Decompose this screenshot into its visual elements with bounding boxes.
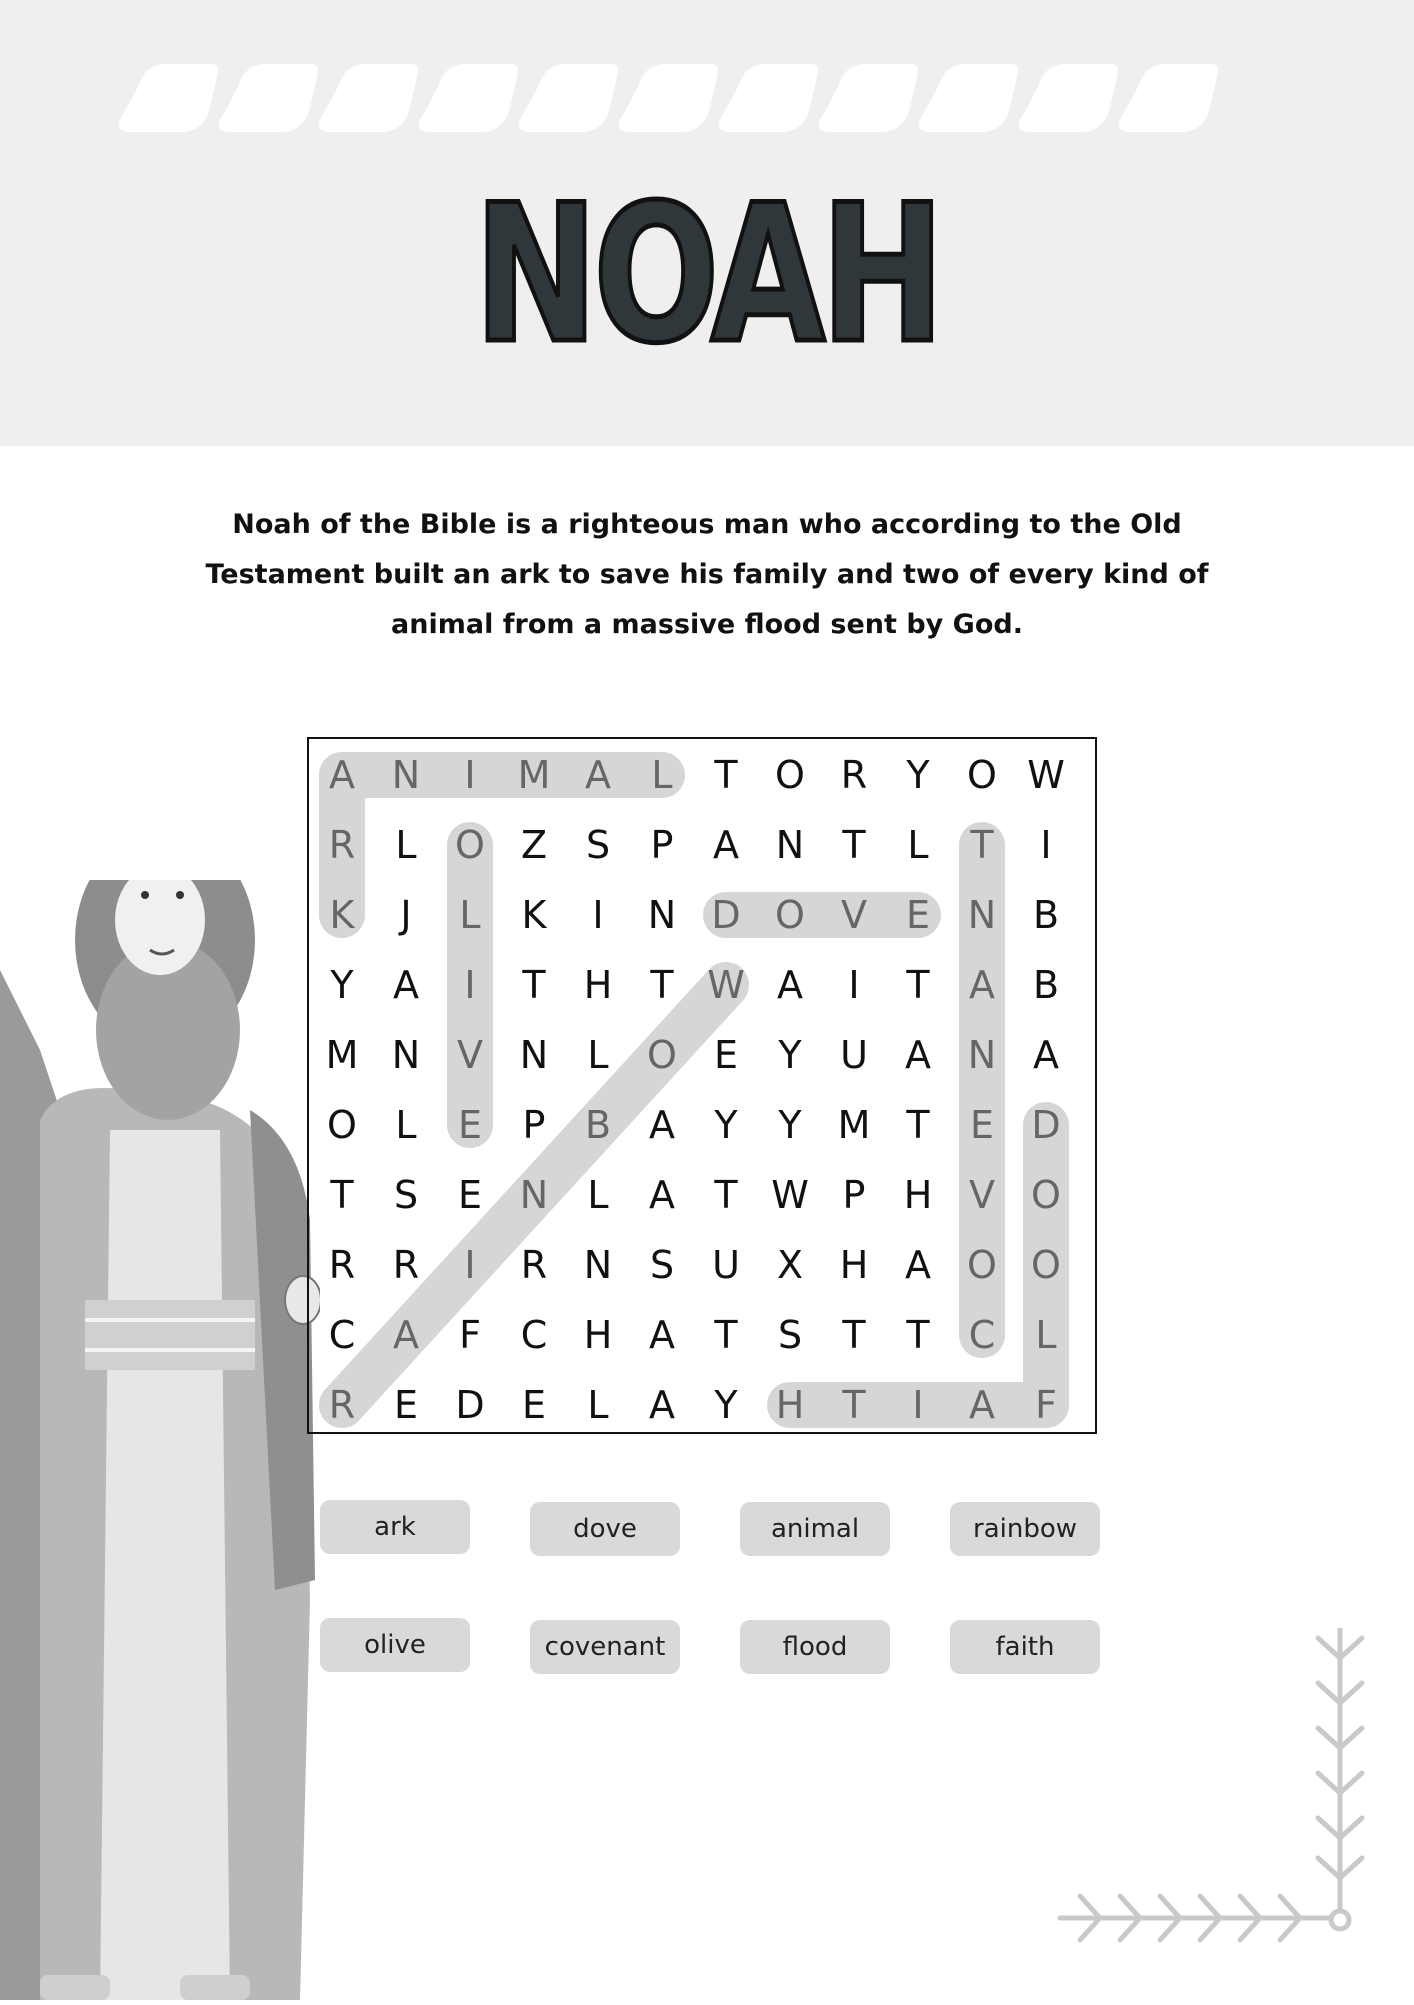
grid-letter: K bbox=[521, 893, 547, 937]
grid-letter: N bbox=[391, 1033, 421, 1077]
grid-letter: L bbox=[395, 1103, 417, 1147]
grid-letter: T bbox=[906, 963, 930, 1007]
grid-letter: E bbox=[969, 1103, 994, 1147]
grid-letter: A bbox=[649, 1383, 675, 1427]
grid-letter: R bbox=[328, 1383, 356, 1427]
grid-letter: E bbox=[393, 1383, 418, 1427]
grid-letter: H bbox=[839, 1243, 869, 1287]
grid-letter: E bbox=[457, 1173, 482, 1217]
grid-letter: N bbox=[775, 823, 805, 867]
grid-letter: L bbox=[459, 893, 481, 937]
grid-letter: N bbox=[519, 1173, 549, 1217]
grid-letter: O bbox=[327, 1103, 357, 1147]
grid-letter: W bbox=[1027, 753, 1065, 797]
grid-letter: I bbox=[848, 963, 860, 1007]
grid-letter: D bbox=[711, 893, 741, 937]
olive-branch-icon bbox=[1040, 1628, 1385, 1950]
intro-line-1: Noah of the Bible is a righteous man who according to the Old bbox=[232, 509, 1182, 540]
grid-letter: I bbox=[464, 963, 476, 1007]
word-chip-ark: ark bbox=[320, 1500, 470, 1554]
grid-letter: A bbox=[969, 963, 995, 1007]
grid-letter: A bbox=[329, 753, 355, 797]
grid-letter: T bbox=[842, 823, 866, 867]
grid-letter: B bbox=[1032, 963, 1060, 1007]
grid-letter: V bbox=[841, 893, 867, 937]
intro-line-2: Testament built an ark to save his family and two of every kind of bbox=[205, 559, 1209, 590]
word-bank bbox=[320, 1500, 1100, 1680]
grid-letter: E bbox=[457, 1103, 482, 1147]
grid-letter: T bbox=[906, 1103, 930, 1147]
grid-letter: O bbox=[775, 753, 805, 797]
grid-letter: A bbox=[649, 1103, 675, 1147]
grid-letter: B bbox=[1032, 893, 1060, 937]
grid-letter: O bbox=[967, 1243, 997, 1287]
grid-letter: A bbox=[905, 1033, 931, 1077]
grid-letter: A bbox=[585, 753, 611, 797]
grid-letter: C bbox=[328, 1313, 356, 1357]
word-chip-dove: dove bbox=[530, 1502, 680, 1556]
grid-letter: L bbox=[395, 823, 417, 867]
grid-letter: M bbox=[837, 1103, 871, 1147]
grid-letter: Y bbox=[714, 1103, 738, 1147]
header-band bbox=[0, 0, 1414, 446]
grid-letter: T bbox=[714, 1313, 738, 1357]
grid-letter: K bbox=[329, 893, 355, 937]
grid-letter: I bbox=[464, 753, 476, 797]
word-chip-olive: olive bbox=[320, 1618, 470, 1672]
grid-letter: E bbox=[713, 1033, 738, 1077]
grid-letter: E bbox=[521, 1383, 546, 1427]
grid-letter: T bbox=[906, 1313, 930, 1357]
grid-letter: T bbox=[842, 1383, 866, 1427]
grid-letter: R bbox=[328, 823, 356, 867]
grid-letter: R bbox=[392, 1243, 420, 1287]
grid-letter: T bbox=[522, 963, 546, 1007]
grid-letter: V bbox=[457, 1033, 483, 1077]
page-title: NOAH bbox=[473, 164, 941, 385]
grid-letter: O bbox=[647, 1033, 677, 1077]
grid-letter: U bbox=[840, 1033, 868, 1077]
word-chip-covenant: covenant bbox=[530, 1620, 680, 1674]
grid-letter: L bbox=[587, 1173, 609, 1217]
grid-letter: F bbox=[1035, 1383, 1057, 1427]
grid-letter: P bbox=[650, 823, 674, 867]
grid-letter: L bbox=[587, 1383, 609, 1427]
grid-letter: I bbox=[1040, 823, 1052, 867]
grid-letter: T bbox=[714, 753, 738, 797]
grid-letter: B bbox=[584, 1103, 612, 1147]
grid-letter: A bbox=[777, 963, 803, 1007]
grid-letter: N bbox=[967, 1033, 997, 1077]
grid-letter: L bbox=[1035, 1313, 1057, 1357]
grid-letter: E bbox=[905, 893, 930, 937]
grid-letter: N bbox=[583, 1243, 613, 1287]
grid-letter: T bbox=[842, 1313, 866, 1357]
grid-letter: A bbox=[905, 1243, 931, 1287]
grid-letter: N bbox=[391, 753, 421, 797]
grid-letter: Y bbox=[778, 1033, 802, 1077]
grid-letter: N bbox=[647, 893, 677, 937]
grid-letter: M bbox=[325, 1033, 359, 1077]
grid-letter: U bbox=[712, 1243, 740, 1287]
grid-letter: L bbox=[651, 753, 673, 797]
word-search-grid bbox=[307, 737, 1097, 1434]
grid-letter: A bbox=[649, 1313, 675, 1357]
grid-letter: A bbox=[1033, 1033, 1059, 1077]
grid-letter: S bbox=[585, 823, 611, 867]
grid-letter: H bbox=[583, 963, 613, 1007]
grid-letter: R bbox=[840, 753, 868, 797]
grid-letter: L bbox=[587, 1033, 609, 1077]
grid-letter: A bbox=[969, 1383, 995, 1427]
grid-letter: P bbox=[522, 1103, 546, 1147]
grid-letter: V bbox=[969, 1173, 995, 1217]
grid-letter: X bbox=[776, 1243, 804, 1287]
grid-letter: Z bbox=[520, 823, 548, 867]
grid-letter: L bbox=[907, 823, 929, 867]
grid-letter: O bbox=[1031, 1173, 1061, 1217]
grid-letter: A bbox=[713, 823, 739, 867]
grid-letter: Y bbox=[330, 963, 354, 1007]
grid-letter: D bbox=[1031, 1103, 1061, 1147]
intro-line-3: animal from a massive flood sent by God. bbox=[391, 609, 1023, 640]
grid-letter: O bbox=[775, 893, 805, 937]
grid-letter: A bbox=[393, 1313, 419, 1357]
grid-letter: I bbox=[464, 1243, 476, 1287]
grid-letter: O bbox=[1031, 1243, 1061, 1287]
grid-letter: T bbox=[714, 1173, 738, 1217]
grid-letter: C bbox=[520, 1313, 548, 1357]
grid-letter: T bbox=[970, 823, 994, 867]
grid-letter: N bbox=[519, 1033, 549, 1077]
grid-letter: W bbox=[707, 963, 745, 1007]
grid-letter: T bbox=[650, 963, 674, 1007]
grid-letter: N bbox=[967, 893, 997, 937]
grid-letter: I bbox=[592, 893, 604, 937]
grid-letter: D bbox=[455, 1383, 485, 1427]
grid-letter: T bbox=[330, 1173, 354, 1217]
word-chip-rainbow: rainbow bbox=[950, 1502, 1100, 1556]
grid-letter: H bbox=[903, 1173, 933, 1217]
grid-letter: P bbox=[842, 1173, 866, 1217]
decorative-pill-shapes bbox=[110, 62, 1310, 134]
grid-letter: R bbox=[328, 1243, 356, 1287]
noah-figure-illustration bbox=[0, 880, 320, 2000]
grid-letter: S bbox=[393, 1173, 419, 1217]
grid-letter: M bbox=[517, 753, 551, 797]
grid-letter: A bbox=[393, 963, 419, 1007]
grid-letter: J bbox=[400, 893, 412, 937]
word-chip-faith: faith bbox=[950, 1620, 1100, 1674]
grid-letter: H bbox=[583, 1313, 613, 1357]
grid-letter: H bbox=[775, 1383, 805, 1427]
grid-letter: Y bbox=[778, 1103, 802, 1147]
grid-letter: C bbox=[968, 1313, 996, 1357]
grid-letter: S bbox=[649, 1243, 675, 1287]
grid-letter: R bbox=[520, 1243, 548, 1287]
grid-letter: S bbox=[777, 1313, 803, 1357]
word-chip-animal: animal bbox=[740, 1502, 890, 1556]
grid-letter: O bbox=[967, 753, 997, 797]
grid-letter: W bbox=[771, 1173, 809, 1217]
grid-letter: Y bbox=[906, 753, 930, 797]
letter-grid bbox=[309, 739, 1095, 1432]
grid-letter: Y bbox=[714, 1383, 738, 1427]
grid-letter: A bbox=[649, 1173, 675, 1217]
intro-paragraph bbox=[160, 500, 1254, 650]
word-chip-flood: flood bbox=[740, 1620, 890, 1674]
grid-letter: F bbox=[459, 1313, 481, 1357]
grid-letter: I bbox=[912, 1383, 924, 1427]
grid-letter: O bbox=[455, 823, 485, 867]
